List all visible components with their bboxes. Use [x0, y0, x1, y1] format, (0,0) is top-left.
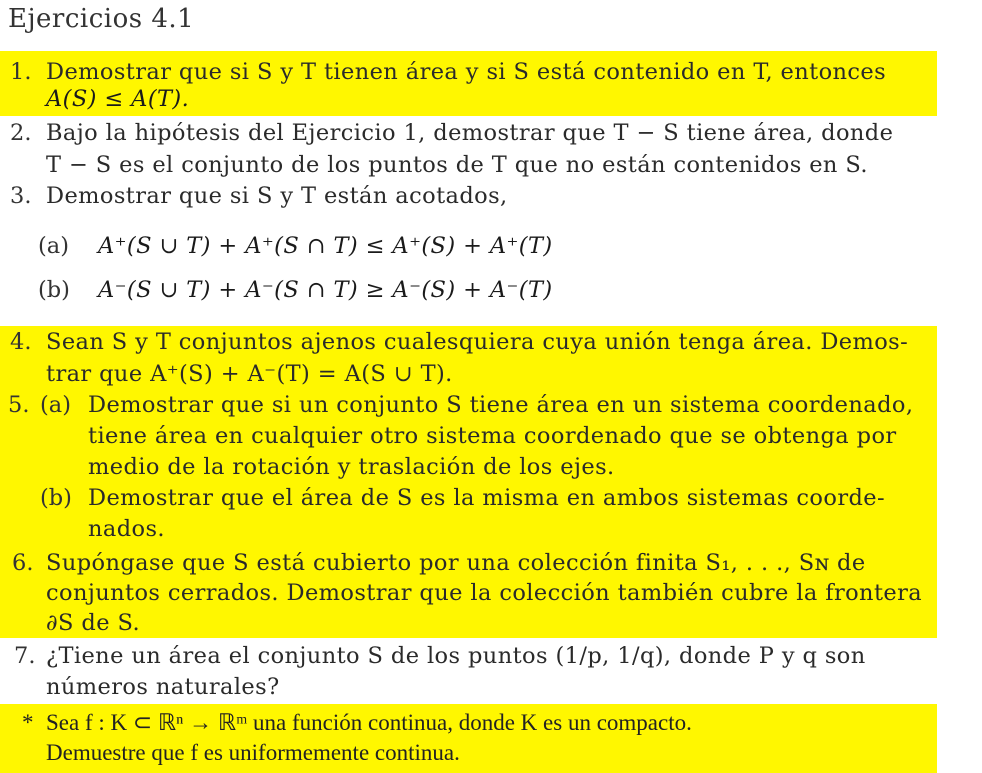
exercise-5b-line-2: nados. [88, 516, 165, 542]
exercise-5a-line-1: Demostrar que si un conjunto S tiene área en un sistema coordenado, [88, 392, 914, 418]
exercise-7-line-2: números naturales? [46, 674, 280, 700]
exercise-6-line-2: conjuntos cerrados. Demostrar que la colección también cubre la frontera [46, 580, 923, 606]
star-exercise-marker: * [22, 710, 34, 735]
exercise-2-line-2: T − S es el conjunto de los puntos de T que no están contenidos en S. [46, 152, 868, 178]
star-exercise-line-2: Demuestre que f es uniformemente continua. [46, 740, 460, 765]
exercise-5a-line-2: tiene área en cualquier otro sistema coordenado que se obtenga por [88, 423, 897, 449]
exercise-1-line-2: A(S) ≤ A(T). [46, 86, 190, 112]
exercise-5-number: 5. [8, 392, 30, 418]
exercise-6-line-1: Supóngase que S está cubierto por una colección finita S₁, . . ., Sɴ de [46, 550, 866, 576]
exercise-3b-label: (b) [38, 277, 70, 303]
star-exercise-line-1: Sea f : K ⊂ ℝⁿ → ℝᵐ una función continua, donde K es un compacto. [46, 710, 692, 735]
exercise-5b-line-1: Demostrar que el área de S es la misma en ambos sistemas coorde- [88, 485, 885, 511]
exercise-3-number: 3. [10, 183, 32, 209]
exercise-6-line-3: ∂S de S. [46, 610, 141, 636]
exercise-5a-line-3: medio de la rotación y traslación de los ejes. [88, 454, 615, 480]
exercise-4-line-1: Sean S y T conjuntos ajenos cualesquiera cuya unión tenga área. Demos- [46, 329, 909, 355]
exercise-5b-label: (b) [40, 485, 72, 511]
exercise-4-line-2: trar que A⁺(S) + A⁻(T) = A(S ∪ T). [46, 361, 453, 387]
page-title: Ejercicios 4.1 [8, 4, 195, 34]
exercise-2-line-1: Bajo la hipótesis del Ejercicio 1, demostrar que T − S tiene área, donde [46, 120, 894, 146]
exercise-6-number: 6. [12, 550, 34, 576]
exercise-1-line-1: Demostrar que si S y T tienen área y si S está contenido en T, entonces [46, 59, 887, 85]
exercise-7-line-1: ¿Tiene un área el conjunto S de los puntos (1/p, 1/q), donde P y q son [46, 643, 866, 669]
exercise-3-line-1: Demostrar que si S y T están acotados, [46, 183, 508, 209]
exercise-3a-label: (a) [38, 233, 69, 259]
exercise-3b-formula: A⁻(S ∪ T) + A⁻(S ∩ T) ≥ A⁻(S) + A⁻(T) [98, 277, 553, 303]
exercise-1-number: 1. [10, 59, 32, 85]
exercise-3a-formula: A⁺(S ∪ T) + A⁺(S ∩ T) ≤ A⁺(S) + A⁺(T) [98, 233, 553, 259]
exercise-4-number: 4. [10, 329, 32, 355]
exercise-7-number: 7. [14, 643, 36, 669]
exercise-2-number: 2. [10, 120, 32, 146]
exercise-5a-label: (a) [40, 392, 71, 418]
